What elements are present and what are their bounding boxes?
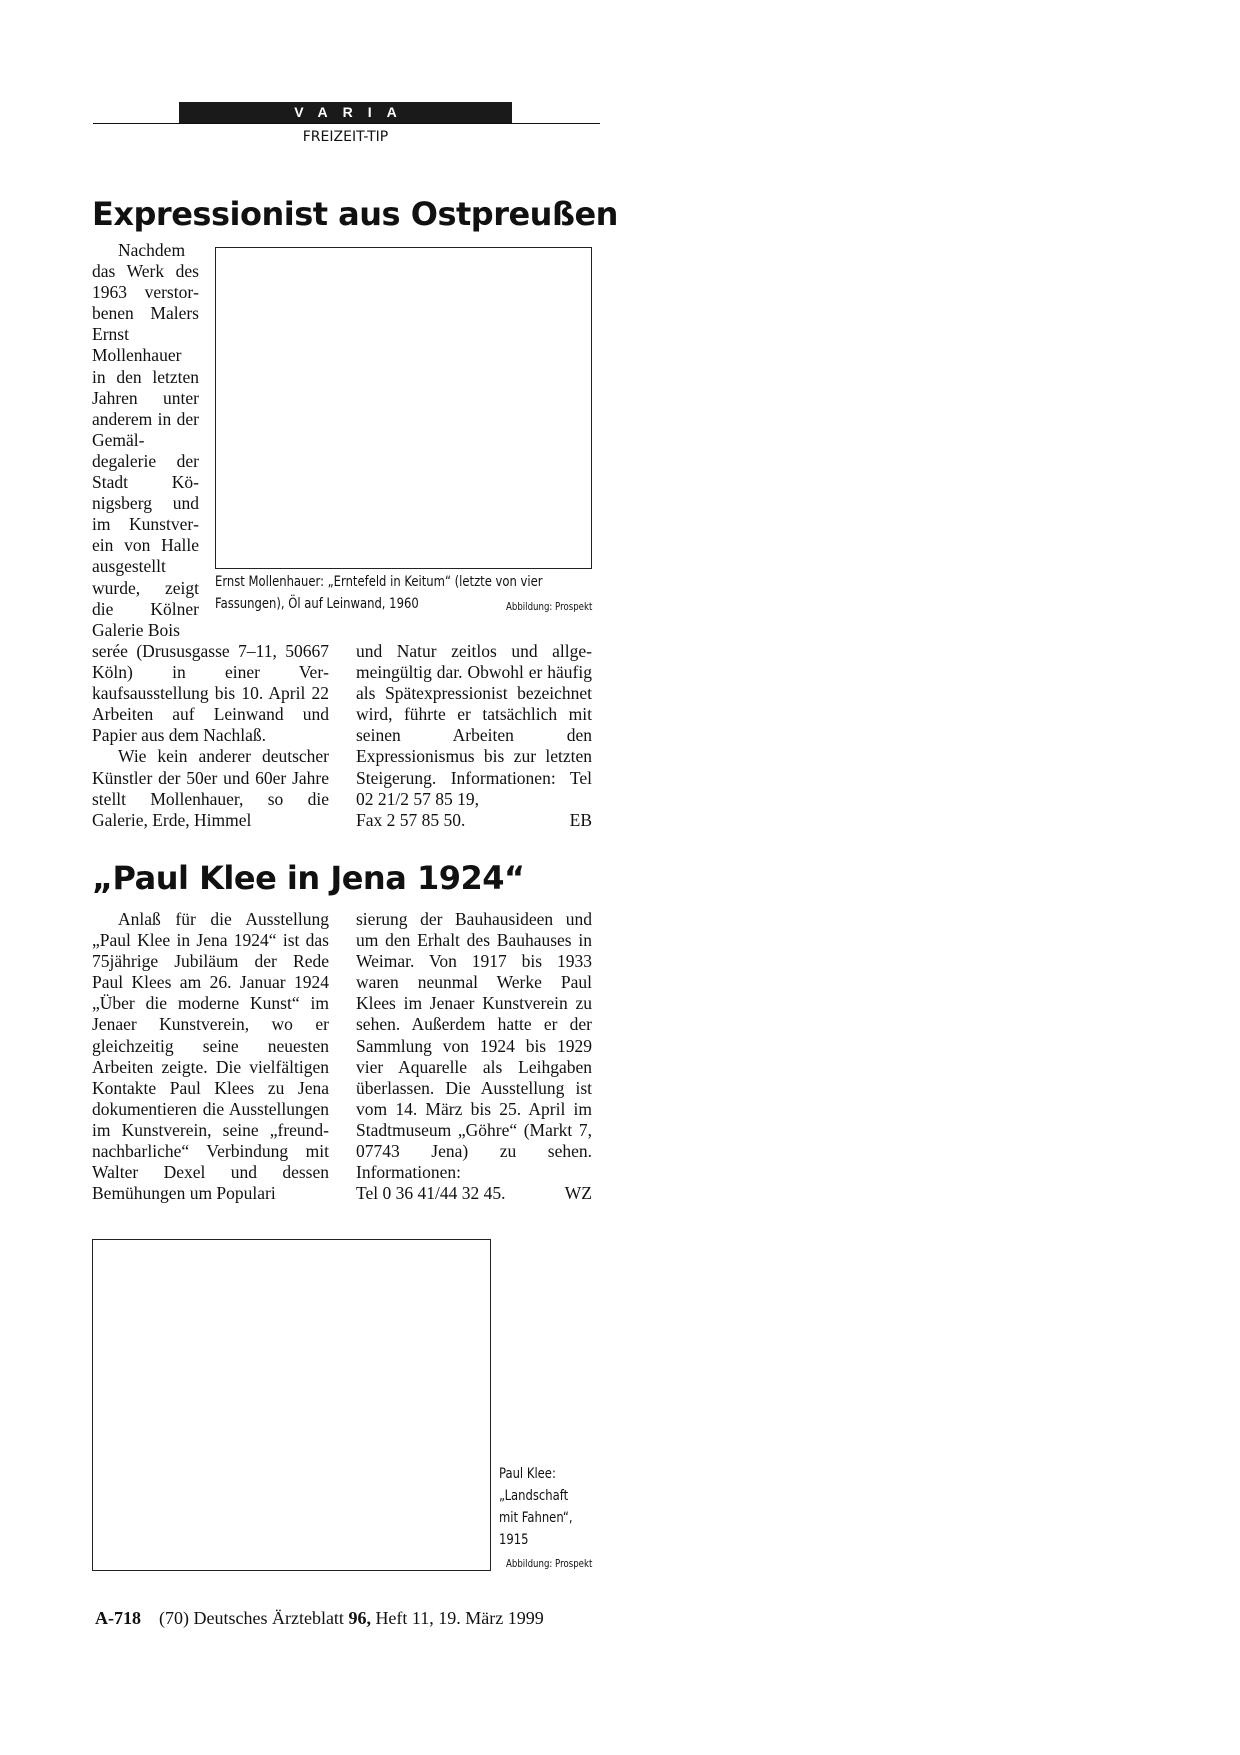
painting-image-mollenhauer: [215, 247, 592, 569]
article1-paragraph-1b: serée (Drususgasse 7–11, 50667 Köln) in einer Verkaufsausstellung bis 10. April 22 Arbeiten auf Leinwand und Papier aus dem Nachlaß.: [92, 641, 329, 746]
article2-signature: WZ: [564, 1183, 592, 1204]
subsection-label: FREIZEIT-TIP: [302, 129, 389, 145]
article2-credit: Abbildung: Prospekt: [505, 1558, 592, 1570]
article2-caption: Paul Klee: „Landschaft mit Fahnen“, 1915: [499, 1466, 573, 1548]
header-rule: [93, 123, 600, 124]
footer-volume: 96,: [348, 1608, 371, 1628]
article2-paragraph-2: sierung der Bauhausideen und um den Erhalt des Bauhauses in Weimar. Von 1917 bis 1933 waren neunmal Werke Paul Klees im Jenaer Kunstverein zu sehen. Außerdem hatte er der Sammlung von 1924 bis 1929 vier Aquarelle als Leihgaben überlassen. Die Ausstellung ist vom 14. März bis 25. April im Stadtmuseum „Göhre“ (Markt 7, 07743 Jena) zu sehen. Informationen:: [356, 909, 592, 1183]
article2-tel: Tel 0 36 41/44 32 45.: [356, 1183, 506, 1204]
article2-text-right: [356, 909, 592, 1204]
article1-text-left: [92, 641, 329, 831]
article1-fax: Fax 2 57 85 50.: [356, 809, 466, 830]
article2-paragraph-1: Anlaß für die Ausstellung „Paul Klee in Jena 1924“ ist das 75jährige Jubiläum der Rede Paul Klees am 26. Januar 1924 „Über die moderne Kunst“ im Jenaer Kunstverein, wo er gleichzeitig seine neuesten Arbeiten zeigte. Die vielfältigen Kontakte Paul Klees zu Jena dokumentieren die Ausstellungen im Kunstverein, seine „freundnachbarliche“ Verbindung mit Walter Dexel und dessen Bemühungen um Populari: [92, 909, 329, 1204]
article1-caption: Ernst Mollenhauer: „Erntefeld in Keitum“ (letzte von vier Fassungen), Öl auf Leinwand, 1960: [215, 574, 543, 612]
article1-last-line: [356, 810, 592, 831]
article2-last-line: [356, 1183, 592, 1204]
article2-headline: „Paul Klee in Jena 1924“: [92, 859, 525, 897]
footer-page-number: A-718: [95, 1608, 141, 1628]
article1-paragraph-1a: Nachdem das Werk des 1963 verstorbenen Malers Ernst Mollenhauer in den letzten Jahren unter anderem in der Gemäldegalerie der Stadt Königsberg und im Kunstverein von Halle ausgestellt wurde, zeigt die Kölner Galerie Bois: [92, 240, 199, 640]
article1-text-right: [356, 641, 592, 831]
article1-signature: EB: [569, 809, 592, 830]
article1-headline: Expressionist aus Ostpreußen: [92, 195, 618, 233]
footer-citation: [95, 1606, 544, 1630]
article1-paragraph-2: Wie kein anderer deutscher Künstler der 50er und 60er Jahre stellt Mollenhauer, so die Galerie, Erde, Himmel: [92, 746, 329, 830]
footer-issue: Heft 11, 19. März 1999: [375, 1608, 544, 1628]
article2-text-left: [92, 909, 329, 1204]
section-label: VARIA: [179, 102, 512, 123]
painting-image-klee: [92, 1239, 491, 1571]
article1-text-narrow: [92, 240, 199, 641]
article1-credit: Abbildung: Prospekt: [505, 601, 592, 613]
footer-journal: (70) Deutsches Ärzteblatt: [159, 1608, 344, 1628]
article1-paragraph-3: und Natur zeitlos und allgemeingültig dar. Obwohl er häufig als Spätexpressionist bezeichnet wird, führte er tatsächlich mit seinen Arbeiten den Expressionismus bis zur letzten Steigerung. Informationen: Tel 02 21/2 57 85 19,: [356, 641, 592, 809]
